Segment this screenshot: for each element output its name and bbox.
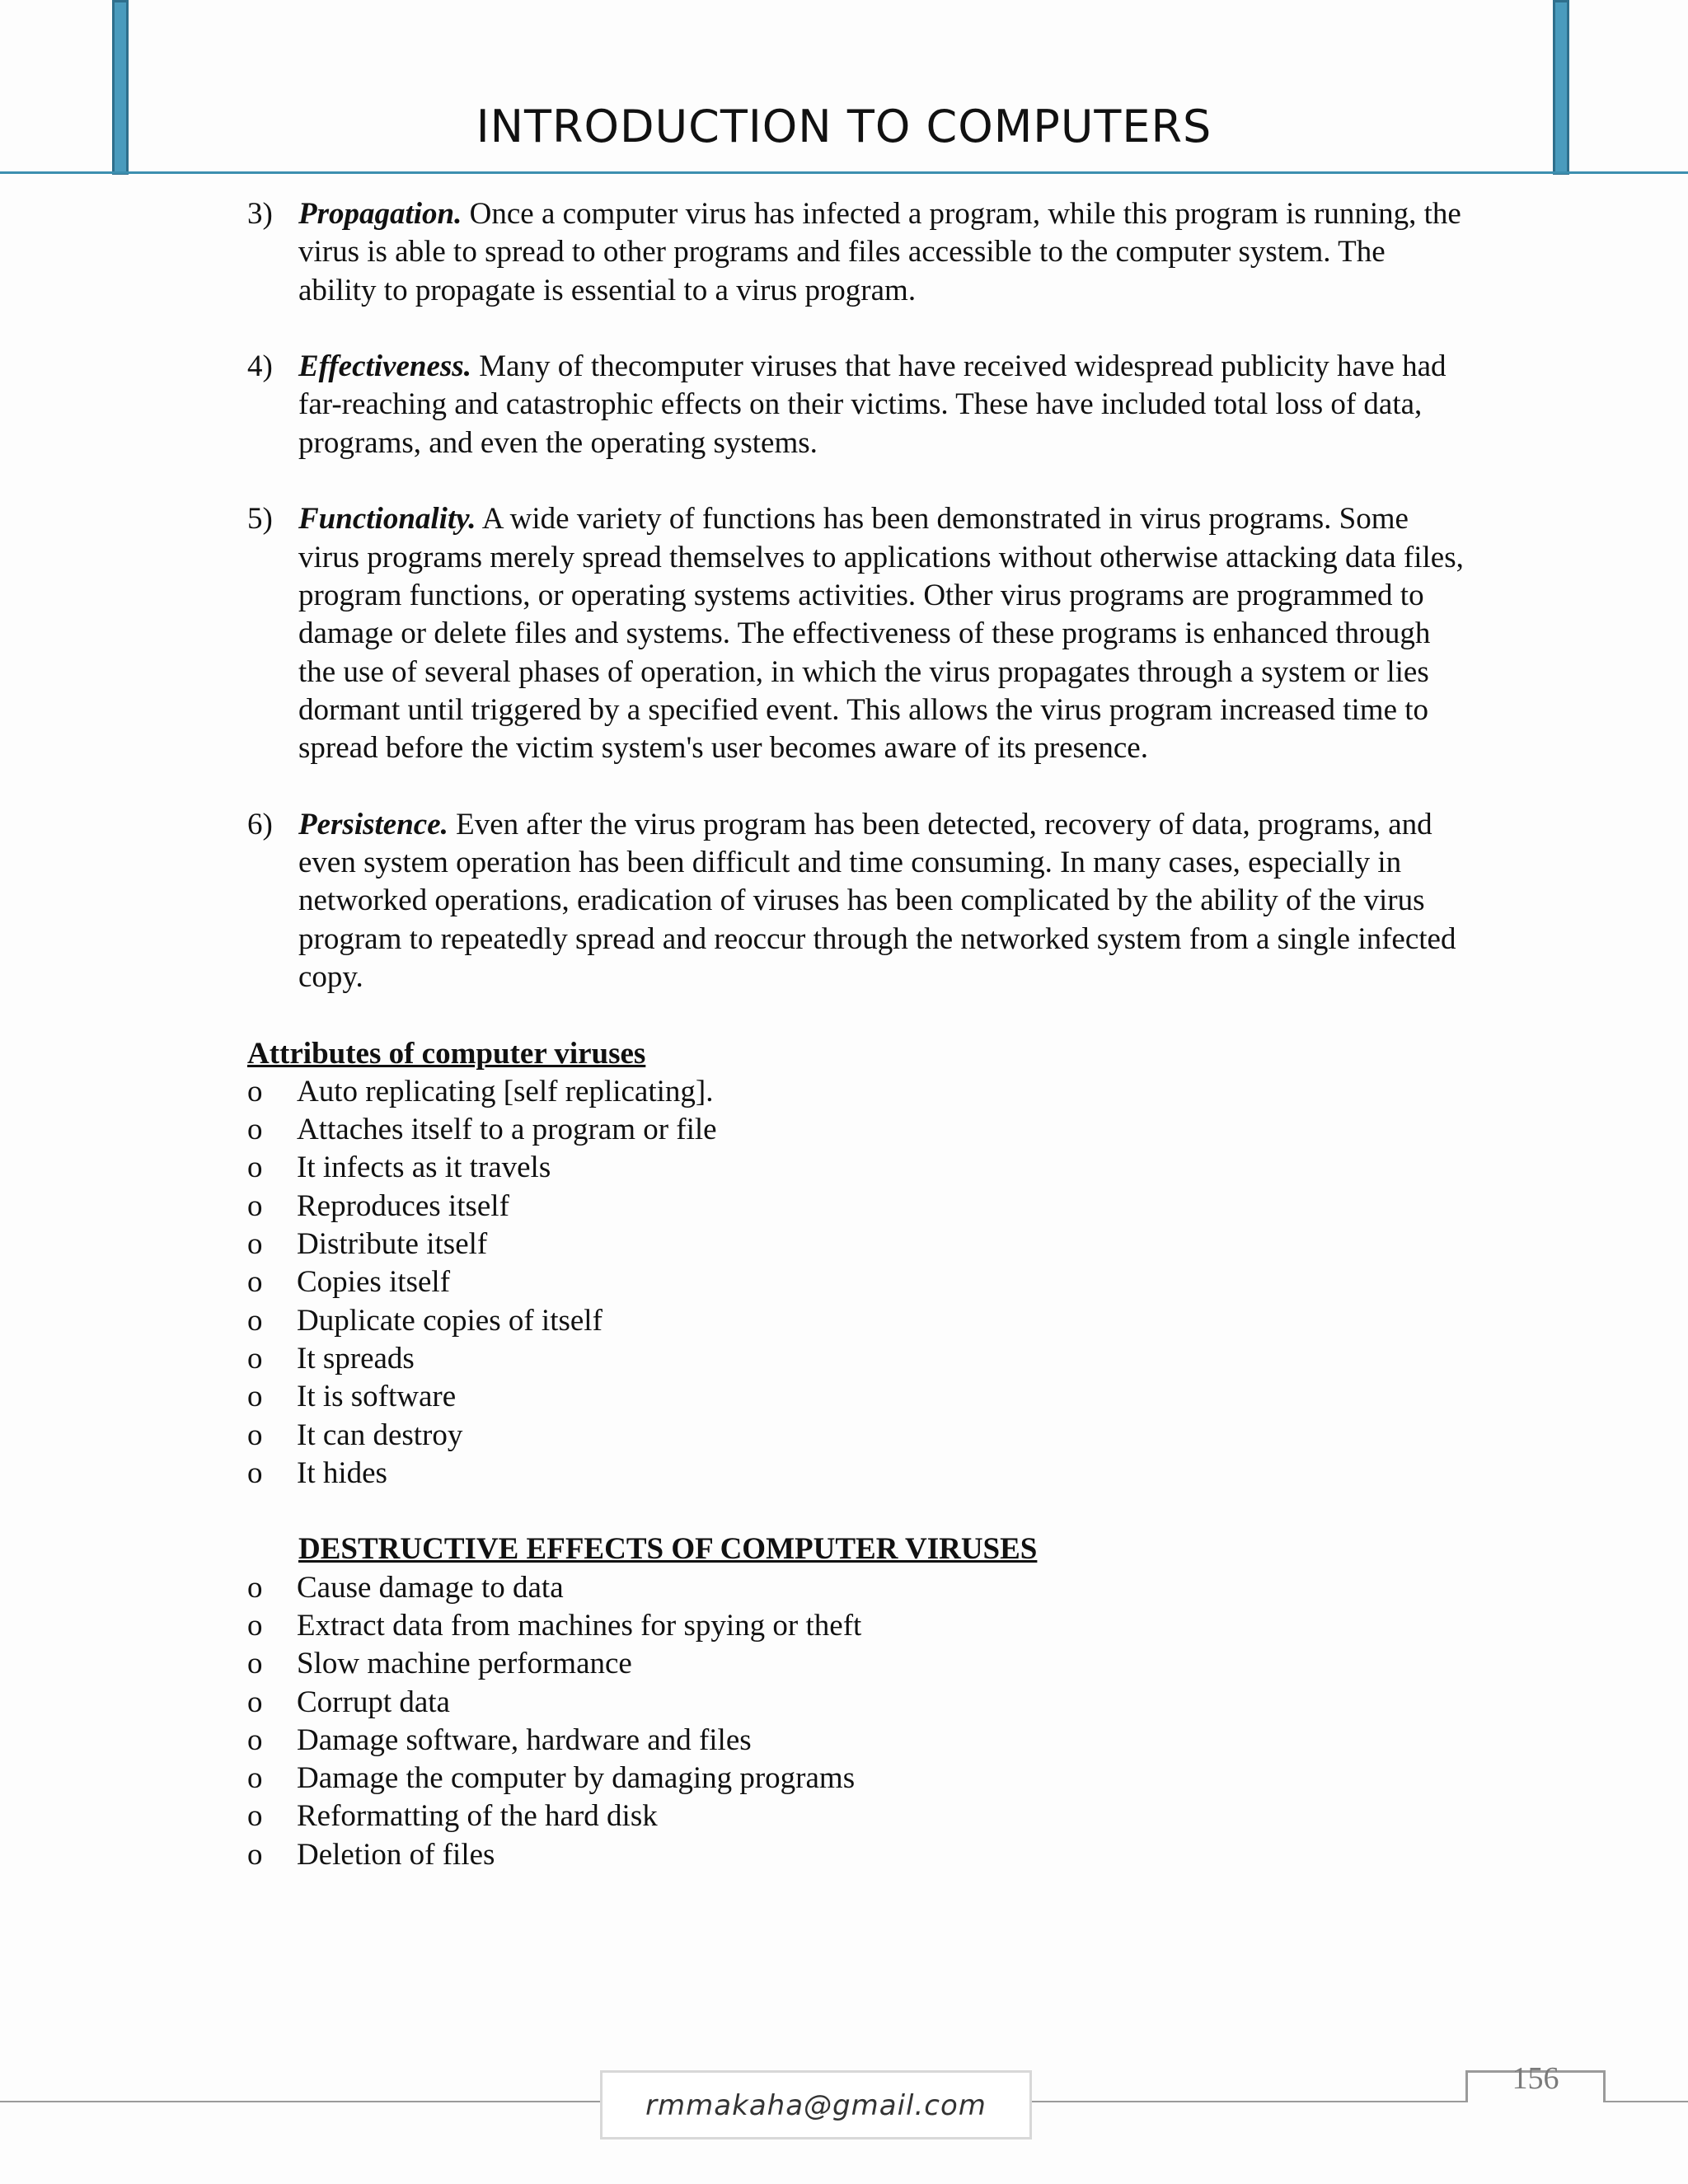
effects-heading: DESTRUCTIVE EFFECTS OF COMPUTER VIRUSES (298, 1532, 1038, 1567)
item-text: Once a computer virus has infected a program, while this program is running, the virus is able to spread to other programs and files accessible to the computer system. The ability to propagate is essential to a virus program. (298, 197, 1461, 307)
bullet: o (247, 1570, 263, 1605)
bullet: o (247, 1074, 263, 1108)
item-term: Persistence. (298, 807, 448, 841)
list-item (247, 1188, 1467, 1226)
bullet: o (247, 1380, 263, 1414)
numbered-item-propagation (247, 195, 1467, 310)
numbered-item-persistence (247, 806, 1467, 996)
list-item-text: Damage the computer by damaging programs (297, 1761, 856, 1796)
page-title: INTRODUCTION TO COMPUTERS (476, 101, 1212, 152)
item-term: Functionality. (298, 502, 476, 537)
list-item (247, 1455, 1467, 1493)
bullet: o (247, 1685, 263, 1719)
item-term: Propagation. (298, 197, 462, 231)
list-item-text: It infects as it travels (297, 1151, 551, 1185)
bullet: o (247, 1188, 263, 1223)
bullet: o (247, 1608, 263, 1643)
item-number: 3) (247, 197, 273, 231)
list-item-text: Reformatting of the hard disk (297, 1799, 658, 1834)
bullet: o (247, 1227, 263, 1262)
list-item-text: Deletion of files (297, 1837, 495, 1872)
list-item-text: It can destroy (297, 1418, 463, 1452)
list-item (247, 1263, 1467, 1301)
bullet: o (247, 1418, 263, 1452)
list-item-text: Cause damage to data (297, 1570, 564, 1605)
attributes-heading: Attributes of computer viruses (247, 1036, 646, 1071)
bullet: o (247, 1151, 263, 1185)
list-item (247, 1836, 1467, 1874)
item-text: Even after the virus program has been detected, recovery of data, programs, and even system operation has been difficult and time consuming. In many cases, especially in networked operations, eradication of viruses has been complicated by the ability of the virus program to repeatedly spread and reoccur through the networked system from a single infected copy. (298, 807, 1456, 994)
list-item-text: Slow machine performance (297, 1647, 632, 1681)
list-item-text: Attaches itself to a program or file (297, 1113, 717, 1147)
list-item-text: Damage software, hardware and files (297, 1722, 752, 1757)
list-item-text: It is software (297, 1380, 457, 1414)
list-item (247, 1149, 1467, 1187)
list-item-text: Copies itself (297, 1265, 451, 1300)
list-item (247, 1340, 1467, 1378)
header-divider (0, 171, 1688, 174)
effects-list (247, 1569, 1467, 1874)
footer-rule-left (0, 2101, 600, 2102)
item-number: 4) (247, 349, 273, 384)
list-item-text: Distribute itself (297, 1227, 488, 1262)
list-item-text: Extract data from machines for spying or theft (297, 1608, 862, 1643)
footer-rule-middle (1032, 2101, 1465, 2102)
bullet: o (247, 1265, 263, 1300)
bullet: o (247, 1647, 263, 1681)
item-number: 6) (247, 807, 273, 841)
list-item (247, 1302, 1467, 1340)
list-item (247, 1417, 1467, 1455)
list-item-text: Corrupt data (297, 1685, 450, 1719)
list-item-text: It spreads (297, 1341, 415, 1376)
list-item-text: Duplicate copies of itself (297, 1303, 603, 1338)
bullet: o (247, 1455, 263, 1490)
list-item-text: Reproduces itself (297, 1188, 509, 1223)
list-item (247, 1645, 1467, 1683)
numbered-item-effectiveness (247, 348, 1467, 462)
list-item (247, 1226, 1467, 1263)
item-text: A wide variety of functions has been demonstrated in virus programs. Some virus programs merely spread themselves to applications without otherwise attacking data files, program functions, or operating systems activities. Other virus programs are programmed to damage or delete files and systems. The effectiveness of these programs is enhanced through the use of several phases of operation, in which the virus propagates through a system or lies dormant until triggered by a specified event. This allows the virus program increased time to spread before the victim system's user becomes aware of its presence. (298, 502, 1464, 766)
list-item-text: Auto replicating [self replicating]. (297, 1074, 714, 1108)
list-item (247, 1111, 1467, 1149)
attributes-list (247, 1073, 1467, 1493)
page-number: 156 (1512, 2061, 1559, 2096)
item-term: Effectiveness. (298, 349, 471, 384)
list-item-text: It hides (297, 1455, 387, 1490)
numbered-item-functionality (247, 500, 1467, 767)
list-item (247, 1760, 1467, 1797)
page-content (247, 195, 1467, 1874)
bullet: o (247, 1113, 263, 1147)
item-text: Many of thecomputer viruses that have received widespread publicity have had far-reaching and catastrophic effects on their victims. These have included total loss of data, programs, and even the operating systems. (298, 349, 1447, 460)
list-item (247, 1607, 1467, 1645)
bullet: o (247, 1761, 263, 1796)
bullet: o (247, 1799, 263, 1834)
bullet: o (247, 1722, 263, 1757)
list-item (247, 1722, 1467, 1760)
list-item (247, 1378, 1467, 1416)
bullet: o (247, 1341, 263, 1376)
footer-rule-right (1606, 2101, 1688, 2102)
list-item (247, 1797, 1467, 1835)
bullet: o (247, 1837, 263, 1872)
list-item (247, 1684, 1467, 1722)
footer-email: rmmakaha@gmail.com (600, 2070, 1032, 2139)
list-item (247, 1073, 1467, 1111)
item-number: 5) (247, 502, 273, 537)
bullet: o (247, 1303, 263, 1338)
list-item (247, 1569, 1467, 1607)
